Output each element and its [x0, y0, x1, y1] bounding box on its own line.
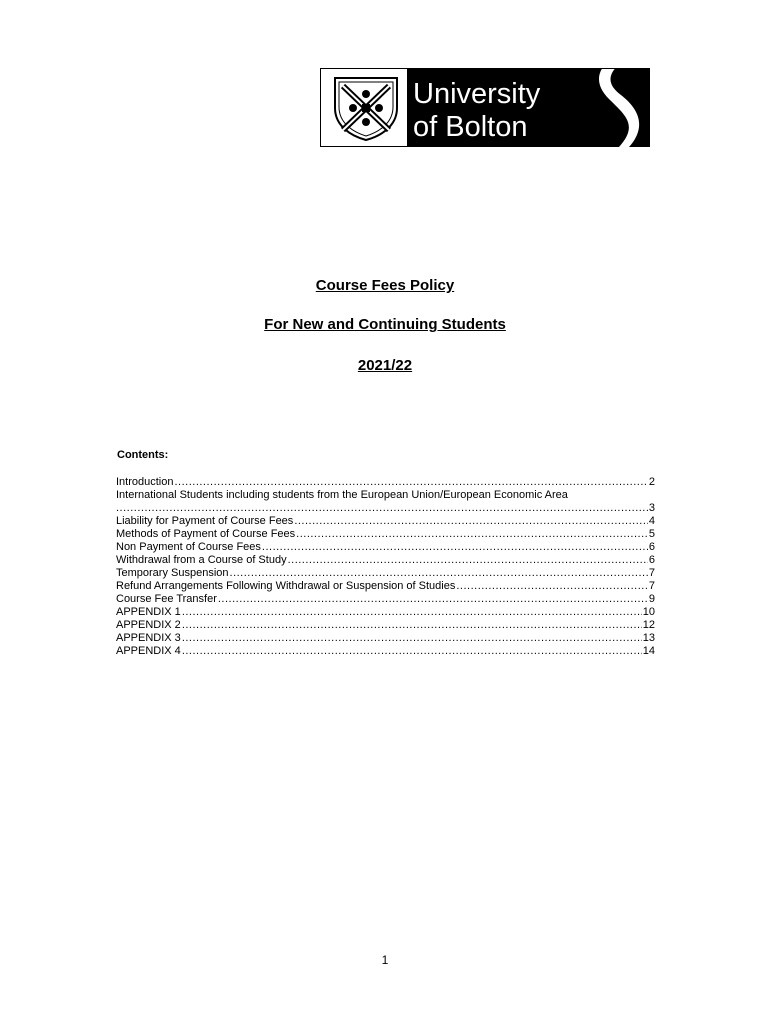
toc-entry[interactable]	[116, 567, 655, 580]
logo-line-2: of Bolton	[413, 111, 528, 143]
toc-page: 7	[648, 580, 655, 592]
toc-entry[interactable]	[116, 515, 655, 528]
toc-entry[interactable]	[116, 593, 655, 606]
toc-entry[interactable]	[116, 541, 655, 554]
toc-page: 9	[648, 593, 655, 605]
toc-entry[interactable]	[116, 489, 655, 502]
toc-label: Liability for Payment of Course Fees	[116, 515, 294, 527]
toc-page: 6	[648, 554, 655, 566]
toc-label: Withdrawal from a Course of Study	[116, 554, 287, 566]
toc-page: 6	[648, 541, 655, 553]
toc-label: APPENDIX 2	[116, 619, 181, 631]
toc-page: 12	[642, 619, 655, 631]
toc-label: Introduction	[116, 476, 174, 488]
toc-label: APPENDIX 4	[116, 645, 181, 657]
toc-label: Methods of Payment of Course Fees	[116, 528, 296, 540]
table-of-contents	[116, 476, 655, 658]
document-title: Course Fees Policy	[315, 277, 455, 294]
toc-page: 5	[648, 528, 655, 540]
logo-line-1: University	[413, 78, 541, 110]
toc-page: 10	[642, 606, 655, 618]
document-year: 2021/22	[357, 357, 413, 374]
document-subtitle: For New and Continuing Students	[264, 316, 506, 333]
toc-page: 7	[648, 567, 655, 579]
toc-page: 3	[648, 502, 655, 514]
toc-entry[interactable]	[116, 554, 655, 567]
contents-heading: Contents:	[117, 449, 169, 461]
toc-label: Refund Arrangements Following Withdrawal or Suspension of Studies	[116, 580, 456, 592]
toc-page: 2	[648, 476, 655, 488]
toc-entry[interactable]	[116, 528, 655, 541]
swoosh-icon	[559, 69, 649, 148]
toc-entry[interactable]	[116, 580, 655, 593]
toc-label: Non Payment of Course Fees	[116, 541, 261, 553]
toc-label: APPENDIX 1	[116, 606, 181, 618]
toc-page: 14	[642, 645, 655, 657]
toc-page: 4	[648, 515, 655, 527]
toc-page: 13	[642, 632, 655, 644]
toc-label: APPENDIX 3	[116, 632, 181, 644]
crest-icon	[329, 74, 403, 142]
toc-label: Course Fee Transfer	[116, 593, 217, 605]
toc-entry[interactable]	[116, 619, 655, 632]
toc-entry[interactable]	[116, 476, 655, 489]
toc-entry[interactable]	[116, 645, 655, 658]
page-number: 1	[381, 953, 389, 967]
toc-label: Temporary Suspension	[116, 567, 229, 579]
toc-entry-continuation[interactable]	[116, 502, 655, 515]
toc-entry[interactable]	[116, 632, 655, 645]
toc-entry[interactable]	[116, 606, 655, 619]
university-logo	[320, 68, 650, 147]
toc-label: International Students including students from the European Union/European Economic Area	[116, 489, 568, 501]
